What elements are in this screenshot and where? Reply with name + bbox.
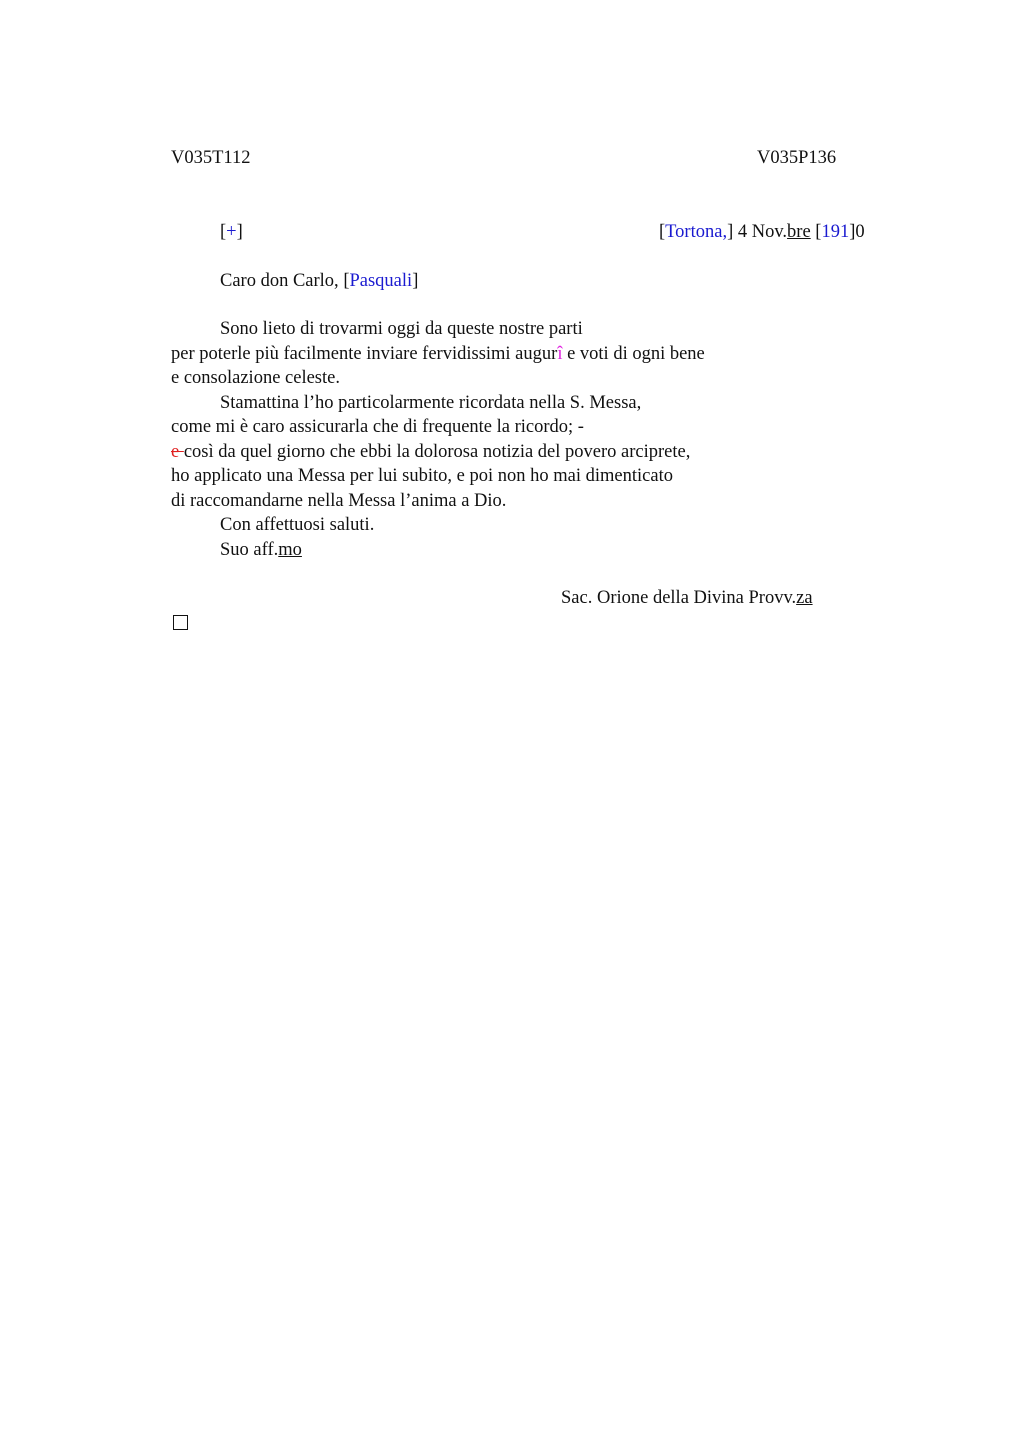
year-digit: 0 [855,222,865,242]
signature-suffix: za [796,588,813,608]
body-line: ho applicato una Messa per lui subito, e poi non ho mai dimenticato [171,466,673,486]
body-text-segment: così da quel giorno che ebbi la dolorosa notizia del povero arciprete, [183,441,691,462]
body-line: come mi è caro assicurarla che di frequente la ricordo; - [171,417,584,437]
body-line: Stamattina l’ho particolarmente ricordata nella S. Messa, [220,392,642,413]
body-text-segment: e voti di ogni bene [562,343,705,364]
cross-mark: + [226,222,237,242]
month-suffix: bre [787,222,811,242]
body-line: Sono lieto di trovarmi oggi da queste nostre parti [220,319,583,339]
body-text-segment: per poterle più facilmente inviare fervidissimi augur [171,343,558,364]
body-line [171,342,705,367]
editorial-mark: î [557,343,563,364]
cross-heading [220,220,243,244]
letter-body [171,317,705,562]
year-inferred: 191 [821,222,850,242]
closing-suffix: mo [278,539,302,560]
right-code: V035P136 [757,148,837,168]
signature-text: Sac. Orione della Divina Provv. [561,588,797,608]
closing-text: Suo aff. [220,539,279,560]
bracket-close: ] [849,222,856,242]
bracket-close: ] [727,222,734,242]
bracket-close: ] [236,222,243,242]
bracket-open: [ [659,222,666,242]
body-line [171,538,705,563]
salutation-text: Caro don Carlo, [220,271,344,291]
left-code: V035T112 [171,148,251,168]
deleted-text: e [171,441,184,462]
body-line [171,440,705,465]
body-line: Con affettuosi saluti. [220,515,375,535]
dateline [659,220,865,244]
bracket-open: [ [343,271,350,291]
recipient-name: Pasquali [349,271,413,291]
bracket-open: [ [810,222,822,242]
bracket-close: ] [412,271,419,291]
end-marker-box [173,615,188,630]
salutation [220,269,418,293]
body-line: e consolazione celeste. [171,368,340,388]
day-month: 4 Nov. [733,222,788,242]
body-line: di raccomandarne nella Messa l’anima a Dio. [171,490,507,511]
signature [561,586,813,610]
place-name: Tortona, [665,222,728,242]
bracket-open: [ [220,222,227,242]
